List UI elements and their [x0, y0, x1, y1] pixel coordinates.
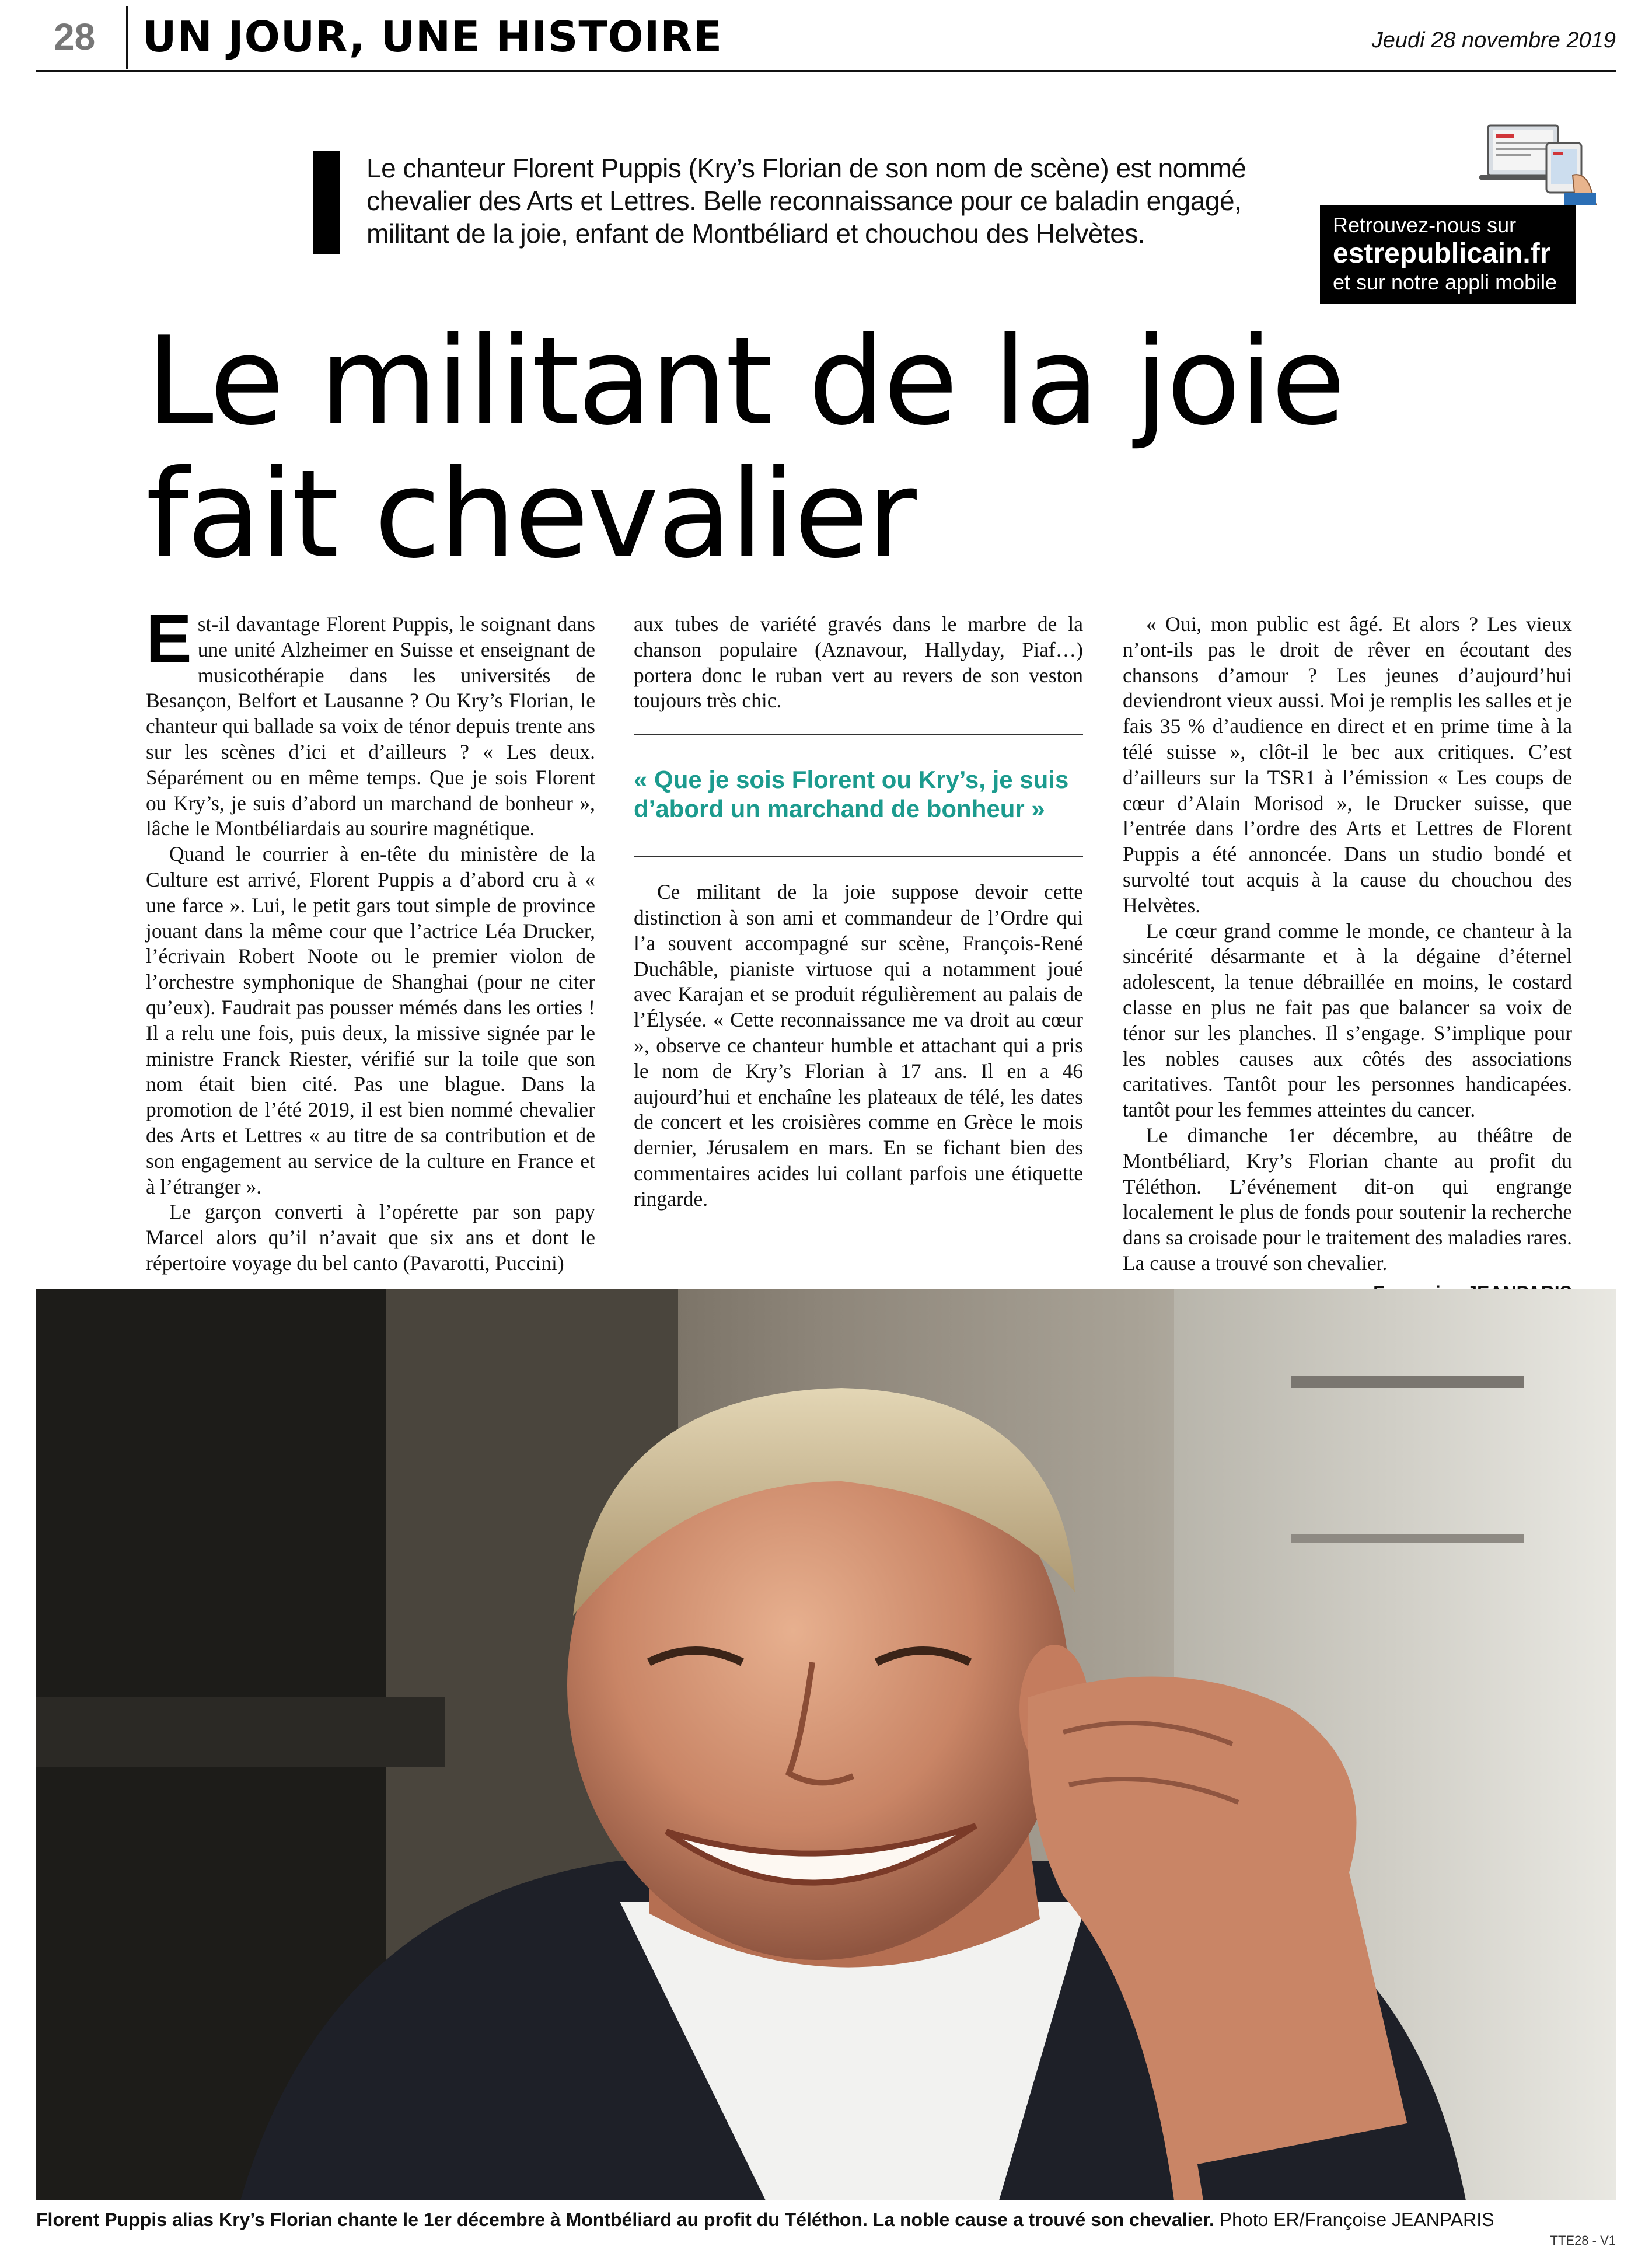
article-paragraph: Le dimanche 1er décembre, au théâtre de Montbéliard, Kry’s Florian chante au profit du Téléthon. L’événement dit-on qui engrange localement le plus de fonds pour soutenir la recherche dans sa croisade pour le traitement des maladies rares. La cause a trouvé son chevalier.: [1123, 1123, 1572, 1275]
pullquote-rule-bottom: [634, 856, 1083, 857]
devices-icon: [1476, 120, 1605, 207]
promo-box[interactable]: [1320, 205, 1576, 304]
portrait-illustration: [36, 1289, 1616, 2200]
section-title: UN JOUR, UNE HISTOIRE: [142, 12, 723, 61]
article-column-1: [146, 601, 595, 1276]
article-paragraph: Le cœur grand comme le monde, ce chanteur à la sincérité désarmante et à la dégaine d’éternel adolescent, la tenue débraillée en moins, le costard classe en plus ne fait pas que balancer sa voix de ténor sur les planches. Il s’engage. S’implique pour les nobles causes aux côtés des associations caritatives. Tantôt pour les personnes handicapées. tantôt pour les femmes atteintes du cancer.: [1123, 919, 1572, 1122]
article-paragraph: Quand le courrier à en-tête du ministère de la Culture est arrivé, Florent Puppis a d’abord cru à « une farce ». Lui, le petit gars tout simple de province jouant dans la même cour que l’actrice Léa Drucker, l’écrivain Robert Noote ou le premier violon de l’orchestre symphonique de Shanghai (pour ne citer qu’eux). Faudrait pas pousser mémés dans les orties ! Il a relu une fois, puis deux, la missive signée par le ministre Franck Riester, vérifié sur la toile que son nom était bien cité. Pas une blague. Dans la promotion de l’été 2019, il est bien nommé chevalier des Arts et Lettres « au titre de sa contribution et de son engagement au service de la culture en France et à l’étranger ».: [146, 842, 595, 1198]
issue-date: Jeudi 28 novembre 2019: [1371, 28, 1616, 53]
article-paragraph: Le garçon converti à l’opérette par son papy Marcel alors qu’il n’avait que six ans et dont le répertoire voyage du bel canto (Pavarotti, Puccini): [146, 1200, 595, 1275]
pullquote-rule-top: [634, 734, 1083, 735]
promo-line-3: et sur notre appli mobile: [1333, 270, 1557, 294]
article-paragraph: Ce militant de la joie suppose devoir cette distinction à son ami et commandeur de l’Ordre qui l’a souvent accompagné sur scène, François-René Duchâble, pianiste virtuose qui a notamment joué avec Karajan et se produit régulièrement au palais de l’Élysée. « Cette reconnaissance me va droit au cœur », observe ce chanteur humble et attachant qui a pris le nom de Kry’s Florian à 17 ans. Il en a 46 aujourd’hui et enchaîne les plateaux de télé, les dates de concert et les croisières comme en Grèce le mois dernier, Jérusalem en mars. En se fichant bien des commentaires acides lui collant parfois une étiquette ringarde.: [634, 880, 1083, 1211]
promo-site-link[interactable]: estrepublicain.fr: [1333, 238, 1551, 269]
page-number: 28: [54, 16, 96, 58]
article-paragraph: Est-il davantage Florent Puppis, le soignant dans une unité Alzheimer en Suisse et enseignant de musicothérapie dans les universités de Besançon, Belfort et Lausanne ? Ou Kry’s Florian, le chanteur qui ballade sa voix de ténor depuis trente ans sur les scènes d’ici et d’ailleurs ? « Les deux. Séparément ou en même temps. Que je sois Florent ou Kry’s, je suis d’abord un marchand de bonheur », lâche le Montbéliardais au sourire magnétique.: [146, 601, 595, 840]
chapo: Le chanteur Florent Puppis (Kry’s Florian de son nom de scène) est nommé chevalier des Arts et Lettres. Belle reconnaissance pour ce baladin engagé, militant de la joie, enfant de Montbéliard et chouchou des Helvètes.: [366, 153, 1246, 249]
header-rule: [36, 70, 1616, 72]
drop-cap: E: [146, 601, 192, 678]
headline: [146, 311, 1430, 585]
promo-line-1: Retrouvez-nous sur: [1333, 213, 1517, 237]
caption-text: Florent Puppis alias Kry’s Florian chante le 1er décembre à Montbéliard au profit du Téléthon. La noble cause a trouvé son chevalier.: [36, 2209, 1214, 2230]
portrait-photo: [36, 1289, 1616, 2200]
pullquote: « Que je sois Florent ou Kry’s, je suis d’abord un marchand de bonheur »: [634, 766, 1069, 823]
article-column-3: [1123, 612, 1572, 1306]
headline-line-1: Le militant de la joie: [146, 311, 1344, 452]
article-column-2: [634, 612, 1083, 1212]
photo-credit: Photo ER/Françoise JEANPARIS: [1219, 2209, 1494, 2230]
article-paragraph: « Oui, mon public est âgé. Et alors ? Les vieux n’ont-ils pas le droit de rêver en écoutant des chansons d’amour ? Les jeunes d’aujourd’hui deviendront vieux aussi. Moi je remplis les salles et je fais 35 % d’audience en direct et en prime time à la télé suisse », clôt-il le bec aux critiques. C’est d’ailleurs sur la TSR1 à l’émission « Les coups de cœur d’Alain Morisod », le Drucker suisse, que l’entrée dans l’ordre des Arts et Lettres de Florent Puppis a été annoncée. Dans un studio bondé et survolté tout acquis à la cause du chouchou des Helvètes.: [1123, 612, 1572, 917]
folio: TTE28 - V1: [1550, 2233, 1616, 2248]
chapo-bar: [313, 151, 340, 254]
article-paragraph: aux tubes de variété gravés dans le marbre de la chanson populaire (Aznavour, Hallyday, Piaf…) portera donc le ruban vert au revers de son veston toujours très chic.: [634, 612, 1083, 713]
headline-line-2: fait chevalier: [146, 444, 915, 585]
photo-caption: [36, 2207, 1616, 2232]
header-divider: [126, 6, 128, 69]
